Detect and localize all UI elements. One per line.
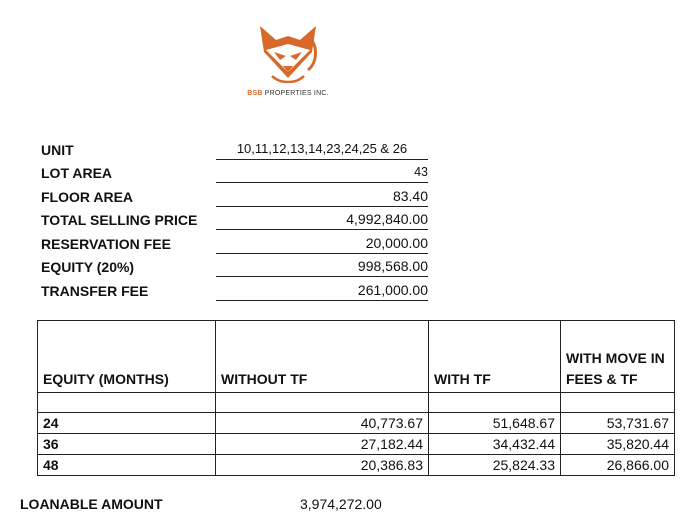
spec-value: 43 (216, 162, 428, 183)
spec-label: TRANSFER FEE (41, 282, 149, 299)
spec-label: TOTAL SELLING PRICE (41, 212, 198, 228)
column-header: WITHOUT TF (216, 321, 429, 393)
loanable-amount-value: 3,974,272.00 (300, 496, 382, 512)
table-cell: 20,386.83 (216, 455, 429, 476)
unit-spec-list (41, 136, 441, 301)
column-header: WITH TF (429, 321, 561, 393)
spec-row-transfer-fee (41, 277, 441, 301)
spec-row-lot-area (41, 160, 441, 184)
company-logo (238, 22, 338, 104)
spec-value: 998,568.00 (216, 256, 428, 277)
table-cell (429, 393, 561, 413)
table-cell: 26,866.00 (561, 455, 675, 476)
spec-row-reservation-fee (41, 230, 441, 254)
table-row (38, 434, 675, 455)
table-cell: 40,773.67 (216, 413, 429, 434)
table-cell (38, 393, 216, 413)
table-cell (561, 393, 675, 413)
brand-name (238, 90, 338, 97)
fox-logo-icon (252, 22, 324, 88)
spec-value: 83.40 (216, 186, 428, 207)
spec-value: 20,000.00 (216, 233, 428, 254)
table-cell: 27,182.44 (216, 434, 429, 455)
spec-label: LOT AREA (41, 165, 113, 181)
spec-label: UNIT (41, 141, 74, 158)
spec-row-equity (41, 254, 441, 278)
brand-rest: PROPERTIES INC. (262, 90, 329, 97)
table-cell: 35,820.44 (561, 434, 675, 455)
spec-row-floor-area (41, 183, 441, 207)
spec-value: 261,000.00 (216, 280, 428, 301)
table-spacer-row (38, 393, 675, 413)
equity-payment-table (37, 320, 675, 476)
column-header: WITH MOVE IN FEES & TF (561, 321, 675, 393)
table-row (38, 413, 675, 434)
table-cell: 36 (38, 434, 216, 455)
table-cell (216, 393, 429, 413)
spec-row-total-selling-price (41, 207, 441, 231)
table-row (38, 455, 675, 476)
column-header: EQUITY (MONTHS) (38, 321, 216, 393)
spec-value: 4,992,840.00 (216, 209, 428, 230)
spec-label: FLOOR AREA (41, 188, 134, 205)
spec-label: EQUITY (20%) (41, 259, 135, 275)
table-header-row (38, 321, 675, 393)
table-cell: 24 (38, 413, 216, 434)
spec-value: 10,11,12,13,14,23,24,25 & 26 (216, 139, 428, 160)
spec-label: RESERVATION FEE (41, 235, 171, 252)
spec-row-unit (41, 136, 441, 160)
table-cell: 53,731.67 (561, 413, 675, 434)
table-cell: 51,648.67 (429, 413, 561, 434)
table-cell: 25,824.33 (429, 455, 561, 476)
brand-bsb: BSB (247, 90, 263, 97)
table-cell: 48 (38, 455, 216, 476)
loanable-amount-label: LOANABLE AMOUNT (20, 496, 163, 512)
table-cell: 34,432.44 (429, 434, 561, 455)
